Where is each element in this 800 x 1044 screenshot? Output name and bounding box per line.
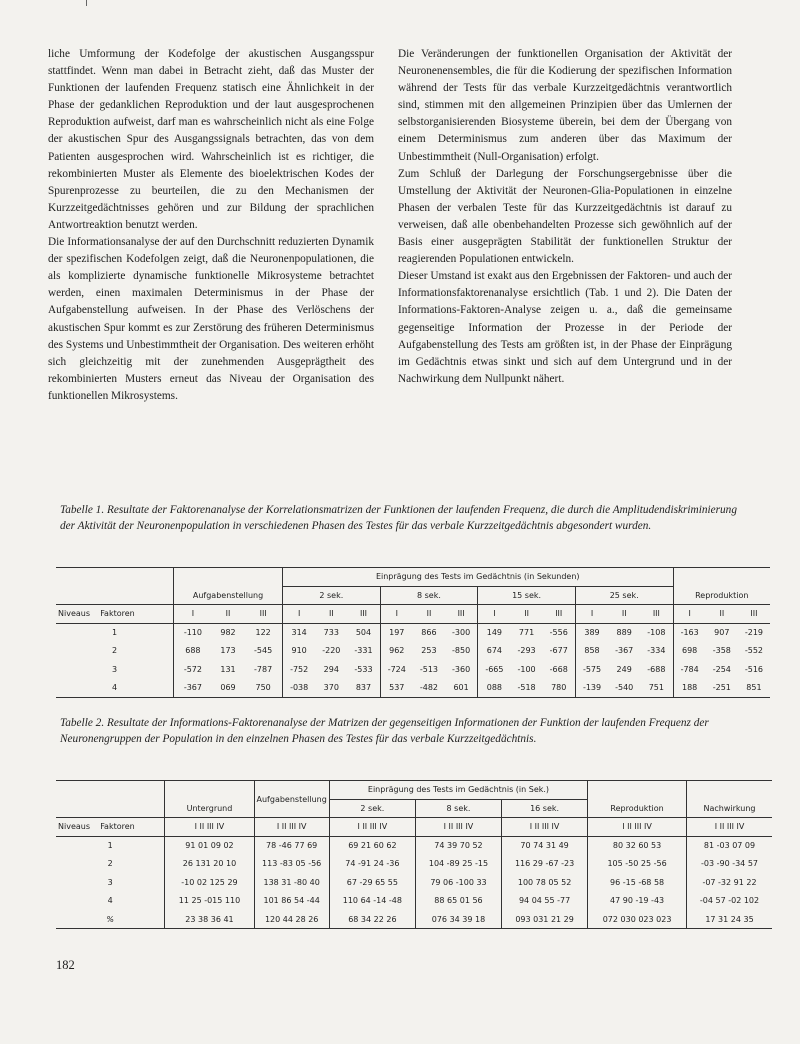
- table1-roman-header: II: [225, 609, 231, 619]
- table1-cell: -367: [174, 679, 212, 698]
- table1-cell: -108: [647, 628, 666, 637]
- table2-header-repro: Reproduktion: [588, 799, 687, 818]
- table2: [56, 780, 772, 929]
- table1-blank-corner2: [56, 586, 174, 605]
- table1-cell: -668: [549, 664, 568, 674]
- table1-roman-header: II: [328, 609, 334, 619]
- table2-cell: 88 65 01 56: [415, 892, 501, 911]
- table2-cell: 91 01 09 02: [165, 836, 254, 855]
- table1-cell: 674: [478, 642, 511, 661]
- table1-niveau-label: 4: [111, 683, 118, 692]
- table1-cell: 750: [255, 683, 271, 692]
- table1-cell: 389: [575, 623, 608, 642]
- table2-cell: 69 21 60 62: [329, 836, 415, 855]
- table2-label-niveaus: Niveaus: [58, 822, 91, 832]
- table2-roman-header: I II III IV: [165, 818, 254, 837]
- table-row: [56, 623, 770, 642]
- table1-cell: 504: [355, 628, 372, 637]
- table-row: [56, 836, 772, 855]
- table1-cell: 851: [746, 683, 762, 692]
- table1-roman-header: I: [283, 605, 316, 624]
- table1-cell: -752: [283, 660, 316, 679]
- left-paragraph-1: liche Umformung der Kodefolge der akustischen Ausgangsspur stattfindet. Wenn man dabei in Betracht zieht, daß das Muster der Funktionen der laufenden Frequenz statisch eine Ähnlichkeit in der Phase der gedanklichen Reproduktion und der laut ausgesprochenen Reproduktion aufweist, darf man es wahrscheinlich nicht als eine Folge der akustischen Spur des Ausgangssignals betrachten, das von dem Patienten ausgesprochen wird. Wahrscheinlich ist es richtiger, die rekombinierten Muster als Elemente des bioelektrischen Kodes der Spurenprozesse zu beurteilen, die zu den Mechanismen der Kurzzeitgedächtnisses gehören und zur Bildung der sprachlichen Antwortreaktion benutzt werden.: [48, 48, 374, 231]
- table2-header-16sek: 16 sek.: [502, 799, 588, 818]
- table1-roman-header: II: [426, 609, 432, 619]
- table2-roman-header: I II III IV: [329, 818, 415, 837]
- table2-roman-header: I II III IV: [415, 818, 501, 837]
- table1-cell: 253: [421, 646, 437, 656]
- table1-cell: 294: [323, 664, 339, 674]
- table2-cell: 116 29 -67 -23: [502, 855, 588, 874]
- table2-cell: 70 74 31 49: [502, 836, 588, 855]
- table1-cell: -724: [380, 660, 413, 679]
- table1-cell: -545: [254, 646, 273, 656]
- table1-cell: 698: [673, 642, 706, 661]
- table1-cell: 314: [283, 623, 316, 642]
- table1-roman-header: I: [380, 605, 413, 624]
- table1-cell: -787: [254, 664, 273, 674]
- table2-cell: 79 06 -100 33: [415, 873, 501, 892]
- table1-roman-header: II: [621, 609, 627, 619]
- table1-cell: -572: [174, 660, 212, 679]
- table2-label-faktoren: Faktoren: [100, 822, 135, 832]
- table1-header-einpraegung: Einprägung des Tests im Gedächtnis (in Sekunden): [283, 568, 674, 587]
- table1-cell: 780: [551, 683, 567, 692]
- table2-niveau-label: 4: [107, 896, 113, 906]
- table2-cell: 17 31 24 35: [687, 910, 773, 929]
- table1-header-repro: Reproduktion: [673, 586, 770, 605]
- table2-cell: -07 -32 91 22: [687, 873, 773, 892]
- table1-cell: -358: [712, 646, 731, 656]
- table2-cell: 47 90 -19 -43: [588, 892, 687, 911]
- table1-niveau-label: 1: [111, 628, 118, 637]
- table-row: [56, 892, 772, 911]
- table-row: [56, 679, 770, 698]
- table1-cell: -139: [575, 679, 608, 698]
- table1-cell: 088: [478, 679, 511, 698]
- table2-cell: 076 34 39 18: [415, 910, 501, 929]
- table1-cell: -331: [354, 646, 373, 656]
- table1-roman-header: II: [524, 609, 529, 619]
- table1-cell: -677: [549, 646, 568, 656]
- left-column: [48, 46, 374, 405]
- scan-mark: [86, 0, 87, 6]
- table2-cell: 67 -29 65 55: [329, 873, 415, 892]
- table2-cell: 113 -83 05 -56: [254, 855, 329, 874]
- table1-cell: -850: [452, 646, 471, 656]
- table2-header-nach: Nachwirkung: [687, 799, 773, 818]
- table1-cell: -254: [712, 664, 731, 674]
- table1-cell: -367: [615, 646, 634, 656]
- table2-cell: 072 030 023 023: [588, 910, 687, 929]
- table2-cell: -10 02 125 29: [165, 873, 254, 892]
- table1-header-15sek: 15 sek.: [478, 586, 576, 605]
- table1-header-2sek: 2 sek.: [283, 586, 381, 605]
- table1-roman-header: III: [359, 609, 368, 619]
- table2-cell: 74 -91 24 -36: [329, 855, 415, 874]
- table1-niveau-label: 3: [111, 664, 118, 674]
- table1-cell: -293: [517, 646, 536, 656]
- page-number: 182: [56, 958, 75, 972]
- table2-cell: 120 44 28 26: [254, 910, 329, 929]
- table1-cell: 910: [283, 642, 316, 661]
- table2-cell: 94 04 55 -77: [502, 892, 588, 911]
- table1-roman-header: III: [750, 609, 758, 619]
- right-paragraph-2: Zum Schluß der Darlegung der Forschungsergebnisse über die Umstellung der Aktivität der Neuronen-Glia-Populationen in einzelne Phasen der verbalen Teste für das Kurzzeitgedächtnis ist darauf zu verweisen, daß alle obenbehandelten Prozesse sich gewöhnlich auf der Basis einer ausgeprägten Stabilität der funktionellen Struktur der reagierenden Populationen entwickeln.: [398, 167, 732, 266]
- table2-label-niveaus-faktoren: [56, 818, 165, 837]
- table1-roman-header: III: [457, 609, 465, 619]
- table1-cell: 173: [220, 646, 236, 656]
- table2-cell: 81 -03 07 09: [687, 836, 773, 855]
- table2-cell: 138 31 -80 40: [254, 873, 329, 892]
- table1-cell: 370: [323, 683, 339, 692]
- table2-blank-repro-top: [588, 781, 687, 800]
- table1-roman-header: III: [259, 609, 267, 619]
- table1-label-niveaus: Niveaus: [58, 609, 91, 619]
- right-column: [398, 46, 732, 388]
- table2-niveau-label: 3: [107, 877, 113, 887]
- table1-header-8sek: 8 sek.: [380, 586, 478, 605]
- table1-cell: -784: [673, 660, 706, 679]
- table2-cell: 11 25 -015 110: [165, 892, 254, 911]
- right-paragraph-3: Dieser Umstand ist exakt aus den Ergebnissen der Faktoren- und auch der Informationsfaktorenanalyse ersichtlich (Tab. 1 und 2). Die Daten der Informations-Faktoren-Analyse zeigen u. a., daß die gemeinsame gegenseitige Information der Prozesse in der Periode der Aufgabenstellung des Tests am größten ist, in der Phase der Einprägung im Gedächtnis etwas sinkt und sich auf dem Untergrund und in der Nachwirkung dem Nullpunkt nähert.: [398, 270, 732, 385]
- table2-header-8sek: 8 sek.: [415, 799, 501, 818]
- table2-roman-header: I II III IV: [502, 818, 588, 837]
- table1-cell: -518: [517, 683, 536, 692]
- table1-cell: -100: [517, 664, 536, 674]
- table2-header-untergrund: Untergrund: [165, 799, 254, 818]
- left-paragraph-2: Die Informationsanalyse der auf den Durchschnitt reduzierten Dynamik der spezifischen Kodefolgen zeigt, daß die Neuronenpopulationen, die als komplizierte dynamische funktionelle Mikrosysteme betrachtet werden, einen maximalen Determinismus in der Phase der Aufgabenstellung aufweisen. In der Phase des Verlöschens der akustischen Spur kommt es zur Zerstörung des früheren Determinismus des Systems und Unbestimmtheit der Organisation. Des weiteren erhöht sich gleichzeitig mit der zunehmenden Ausgeprägtheit des rekombinierten Musters erneut das Niveau der Organisation des funktionellen Mikrosystems.: [48, 236, 374, 402]
- table1-cell: -220: [322, 646, 341, 656]
- table1-cell: -163: [673, 623, 706, 642]
- table-row: [56, 910, 772, 929]
- table1-header-aufgabe: Aufgabenstellung: [174, 586, 283, 605]
- table1-cell: 131: [220, 664, 236, 674]
- table1-blank-corner: [56, 568, 174, 587]
- table1-cell: 733: [323, 628, 339, 637]
- table2-header-aufgabe: Aufgabenstellung: [254, 781, 329, 818]
- table1-cell: -482: [419, 683, 439, 692]
- table2-blank-corner: [56, 781, 165, 800]
- table1-cell: 962: [380, 642, 413, 661]
- table2-caption: Tabelle 2. Resultate der Informations-Faktorenanalyse der Matrizen der gegenseitigen Informationen der Funktion der laufenden Frequenz der Neuronengruppen der Population in den einzelnen Phasen des Testes für das verbale Kurzzeitgedächtnis.: [60, 717, 709, 745]
- table1-roman-header: I: [673, 605, 706, 624]
- table1-label-faktoren: Faktoren: [100, 609, 135, 619]
- table1-cell: -038: [283, 679, 316, 698]
- table2-cell: 105 -50 25 -56: [588, 855, 687, 874]
- table1-header-25sek: 25 sek.: [575, 586, 673, 605]
- table1-cell: 149: [478, 623, 511, 642]
- table1-cell: 249: [616, 664, 632, 674]
- table1-cell: 188: [673, 679, 706, 698]
- table2-cell: 78 -46 77 69: [254, 836, 329, 855]
- table-row: [56, 855, 772, 874]
- table1-cell: 837: [355, 683, 372, 692]
- table2-cell: 68 34 22 26: [329, 910, 415, 929]
- table1-cell: -219: [744, 628, 763, 637]
- table2-blank-corner2: [56, 799, 165, 818]
- table2-cell: 104 -89 25 -15: [415, 855, 501, 874]
- table1-cell: -251: [712, 683, 731, 692]
- table1-cell: -665: [478, 660, 511, 679]
- table1-cell: -688: [647, 664, 666, 674]
- table1-cell: -575: [575, 660, 608, 679]
- table2-cell: 110 64 -14 -48: [329, 892, 415, 911]
- table2-niveau-label: 2: [107, 859, 113, 869]
- table2-cell: 96 -15 -68 58: [588, 873, 687, 892]
- table1-cell: 601: [453, 683, 469, 692]
- table1-cell: 751: [648, 683, 664, 692]
- table1-cell: -540: [615, 683, 634, 692]
- table2-cell: -03 -90 -34 57: [687, 855, 773, 874]
- table2-blank-untergrund-top: [165, 781, 254, 800]
- table2-cell: 093 031 21 29: [502, 910, 588, 929]
- table1-roman-header: II: [719, 609, 725, 619]
- table2-cell: 80 32 60 53: [588, 836, 687, 855]
- table1-cell: 069: [220, 683, 236, 692]
- table2-header-2sek: 2 sek.: [329, 799, 415, 818]
- table1-cell: -516: [744, 664, 763, 674]
- right-paragraph-1: Die Veränderungen der funktionellen Organisation der Aktivität der Neuronenensembles, die für die Kodierung der spezifischen Information während der Tests für das verbale Kurzzeitgedächtnis verantwortlich sind, stimmen mit den allgemeinen Prinzipien über das Umlernen der selbstorganisierenden Biosysteme überein, bei dem der Übergang von einem Determinismus zum anderen über das Maximum der Unbestimmtheit (Null-Organisation) erfolgt.: [398, 48, 732, 163]
- table1-cell: 771: [518, 628, 535, 637]
- table1-roman-header: III: [652, 609, 660, 619]
- table1-cell: 866: [421, 628, 437, 637]
- table1-cell: -552: [744, 646, 763, 656]
- table2-cell: 26 131 20 10: [165, 855, 254, 874]
- table1-roman-header: I: [478, 605, 511, 624]
- table2-cell: 74 39 70 52: [415, 836, 501, 855]
- table2-blank-nach-top: [687, 781, 773, 800]
- table1-cell: 907: [714, 628, 730, 637]
- table2-roman-header: I II III IV: [687, 818, 773, 837]
- table1-roman-header: III: [555, 609, 563, 619]
- table1-cell: -556: [549, 628, 568, 637]
- table1-niveau-label: 2: [111, 646, 118, 656]
- table2-roman-header: I II III IV: [254, 818, 329, 837]
- table1-cell: -360: [452, 664, 471, 674]
- table1-cell: 197: [380, 623, 413, 642]
- table2-cell: 23 38 36 41: [165, 910, 254, 929]
- table2-cell: 101 86 54 -44: [254, 892, 329, 911]
- table1-cell: -110: [174, 623, 212, 642]
- table2-niveau-label: 1: [107, 841, 113, 850]
- table2-niveau-label: %: [106, 914, 115, 924]
- table1-cell: 889: [616, 628, 632, 637]
- table1-caption: Tabelle 1. Resultate der Faktorenanalyse der Korrelationsmatrizen der Funktionen der laufenden Frequenz, die durch die Amplitudendiskriminierung der Aktivität der Neuronenpopulation in verschiedenen Phasen des Testes für das verbale Kurzzeitgedächtnis abgesondert wurden.: [60, 504, 737, 532]
- table1-cell: 122: [255, 628, 271, 637]
- table-row: [56, 660, 770, 679]
- table1-roman-header: I: [575, 605, 608, 624]
- table1-cell: -513: [419, 664, 439, 674]
- table-row: [56, 873, 772, 892]
- table2-header-einpraegung: Einprägung des Tests im Gedächtnis (in Sek.): [329, 781, 587, 800]
- table1-cell: -300: [452, 628, 471, 637]
- table1-cell: 982: [220, 628, 236, 637]
- table1-cell: 858: [575, 642, 608, 661]
- table1-cell: -533: [354, 664, 373, 674]
- table2-roman-header: I II III IV: [588, 818, 687, 837]
- table1-cell: -334: [647, 646, 666, 656]
- table2-cell: 100 78 05 52: [502, 873, 588, 892]
- table1-label-niveaus-faktoren: [56, 605, 174, 624]
- table1-blank-aufgabe-top: [174, 568, 283, 587]
- table1-cell: 537: [380, 679, 413, 698]
- table1-roman-header: I: [174, 605, 212, 624]
- table2-cell: -04 57 -02 102: [687, 892, 773, 911]
- table1-cell: 688: [174, 642, 212, 661]
- table1: [56, 567, 770, 698]
- table1-blank-repro-top: [673, 568, 770, 587]
- table-row: [56, 642, 770, 661]
